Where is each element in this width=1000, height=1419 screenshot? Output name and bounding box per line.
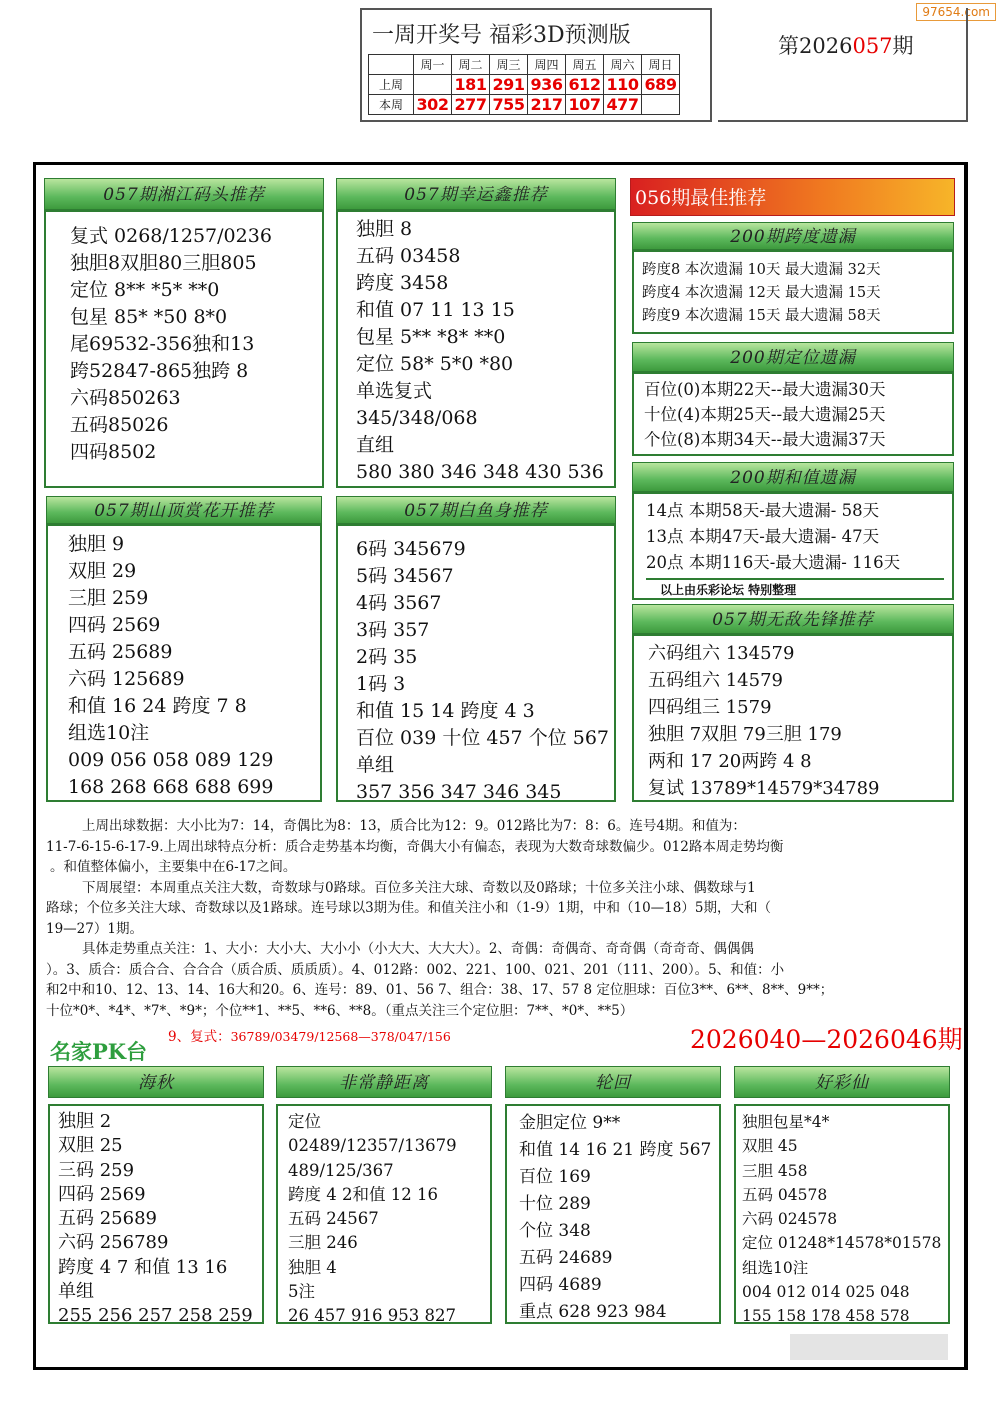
analysis-line: 11-7-6-15-6-17-9.上周出球特点分析：质合走势基本均衡，奇偶大小有偏态，表现为大数奇球数偏少。012路本周走势均衡 [46, 838, 784, 855]
panel-title: 057期山顶赏花开推荐 [46, 496, 322, 524]
list-item: 和值 15 14 跨度 4 3 [356, 700, 535, 722]
weekly-draw-box [360, 8, 712, 122]
day-header: 周二 [452, 55, 490, 75]
list-item: 5码 34567 [356, 565, 454, 587]
list-item: 复试 13789*14579*34789 [648, 778, 880, 799]
list-item: 跨52847-865独跨 8 [70, 360, 249, 382]
pk-col-title: 非常静距离 [276, 1066, 492, 1098]
draw-number: 277 [452, 95, 490, 115]
panel-title: 057期白鱼身推荐 [336, 496, 616, 524]
list-item: 四码8502 [70, 441, 157, 463]
list-item: 四码 2569 [68, 614, 161, 636]
weekly-draw-title: 一周开奖号 福彩3D预测版 [372, 23, 631, 48]
list-item: 五码85026 [70, 414, 169, 436]
row-label: 上周 [369, 75, 414, 95]
recommend-panel-baiyu [336, 524, 616, 802]
recommend-panel-xingyun [336, 210, 616, 488]
list-item: 单组 [356, 754, 395, 776]
analysis-line: 上周出球数据：大小比为7：14，奇偶比为8：13，质合比为12：9。012路比为7：8：6。连号4期。和值为： [82, 818, 746, 834]
list-item: 2码 35 [356, 646, 418, 668]
list-item: 五码 25689 [68, 641, 173, 663]
draw-number [642, 95, 680, 115]
recommend-panel-xiangjiang [44, 210, 324, 488]
fushi-line: 9、复式：36789/03479/12568—378/047/156 [168, 1029, 451, 1045]
span-omission-panel [632, 250, 954, 334]
draw-number [414, 75, 452, 95]
pk-panel-haocaixian: 独胆包星*4* 双胆 45 三胆 458 五码 04578 六码 024578 定位 01248*14578*01578 组选10注 004 012 014 025 048 155 158 178 458 578 [734, 1104, 950, 1324]
draw-number: 291 [490, 75, 528, 95]
analysis-line: 和2中和10、12、13、14、16大和20。6、连号：89、01、56 7、组合：38、17、57 8 定位胆球：百位3**、6**、8**、9**； [46, 982, 834, 998]
list-item: 双胆 29 [68, 560, 137, 582]
weekly-draw-table [368, 54, 680, 115]
day-header: 周一 [414, 55, 452, 75]
sum-omission-title: 200期和值遗漏 [632, 462, 954, 492]
day-header: 周六 [604, 55, 642, 75]
list-item: 直组 [356, 434, 395, 456]
draw-number: 181 [452, 75, 490, 95]
list-item: 独胆 8 [356, 218, 413, 240]
list-item: 三胆 259 [68, 587, 149, 609]
list-item: 四码组三 1579 [648, 697, 772, 718]
analysis-line: 十位*0*、*4*、*7*、*9*；个位**1、**5、**6、**8。（重点关注三个定位胆：7**、*0*、**5） [46, 1002, 634, 1019]
list-item: 百位 039 十位 457 个位 567 [356, 727, 609, 749]
panel-title: 057期幸运鑫推荐 [336, 178, 616, 210]
position-omission-title: 200期定位遗漏 [632, 342, 954, 372]
day-header: 周日 [642, 55, 680, 75]
sum-omission-panel [632, 492, 954, 600]
list-item: 单选复式 [356, 380, 433, 402]
draw-number: 110 [604, 75, 642, 95]
recommend-panel-shanding [46, 524, 322, 802]
list-item: 尾69532-356独和13 [70, 333, 255, 355]
list-item: 345/348/068 [356, 407, 478, 429]
list-item: 十位(4)本期25天--最大遗漏25天 [644, 405, 886, 424]
list-item: 包星 5** *8* **0 [356, 326, 506, 348]
list-item: 六码850263 [70, 387, 181, 409]
pk-panel-lunhui: 金胆定位 9** 和值 14 16 21 跨度 567 百位 169 十位 289 个位 348 五码 24689 四码 4689 重点 628 923 984 [505, 1104, 721, 1324]
watermark: 97654.com [916, 3, 996, 21]
list-item: 6码 345679 [356, 538, 466, 560]
list-item: 跨度9 本次遗漏 15天 最大遗漏 58天 [642, 308, 881, 324]
issue-label: 第2026057期 [778, 34, 914, 58]
list-item: 两和 17 20两跨 4 8 [648, 751, 812, 772]
best-recommend-title: 056期最佳推荐 [630, 178, 955, 216]
list-item: 3码 357 [356, 619, 430, 641]
list-item: 13点 本期47天-最大遗漏- 47天 [646, 527, 880, 546]
draw-number: 477 [604, 95, 642, 115]
list-item: 定位 8** *5* **0 [70, 279, 220, 301]
list-item: 009 056 058 089 129 [68, 749, 274, 771]
pk-label: 名家PK台 [50, 1039, 148, 1064]
footer-shade [790, 1334, 948, 1360]
list-item: 六码 125689 [68, 668, 185, 690]
list-item: 14点 本期58天-最大遗漏- 58天 [646, 501, 880, 520]
analysis-line: 路球；个位多关注大球、奇数球以及1路球。连号球以3期为佳。和值关注小和（1-9）1期，中和（10—18）5期，大和（ [46, 900, 771, 916]
list-item: 包星 85* *50 8*0 [70, 306, 228, 328]
panel-title: 057期湘江码头推荐 [44, 178, 324, 210]
draw-number: 612 [566, 75, 604, 95]
list-item: 六码组六 134579 [648, 643, 795, 664]
pk-col-title: 轮回 [505, 1066, 721, 1098]
draw-number: 107 [566, 95, 604, 115]
pk-panel-haiqiu: 独胆 2 双胆 25 三码 259 四码 2569 五码 25689 六码 256789 跨度 4 7 和值 13 16 单组 255 256 257 258 259 [48, 1104, 264, 1324]
panel-title: 057期无敌先锋推荐 [632, 604, 954, 634]
pk-col-title: 好彩仙 [734, 1066, 950, 1098]
recommend-panel-wudi [632, 634, 954, 802]
row-label: 本周 [369, 95, 414, 115]
pk-panel-feichang: 定位 02489/12357/13679 489/125/367 跨度 4 2和值 12 16 五码 24567 三胆 246 独胆 4 5注 26 457 916 953 827 [276, 1104, 492, 1324]
list-item: 个位(8)本期34天--最大遗漏37天 [644, 430, 886, 449]
day-header: 周五 [566, 55, 604, 75]
list-item: 168 268 668 688 699 [68, 776, 274, 798]
analysis-text [46, 816, 956, 1021]
list-item: 独胆8双胆80三胆805 [70, 252, 257, 274]
issue-number: 057 [852, 34, 893, 58]
list-item: 五码 03458 [356, 245, 461, 267]
span-omission-title: 200期跨度遗漏 [632, 222, 954, 250]
list-item: 1码 3 [356, 673, 406, 695]
list-item: 独胆 7双胆 79三胆 179 [648, 724, 842, 745]
position-omission-panel [632, 372, 954, 456]
draw-number: 689 [642, 75, 680, 95]
list-item: 4码 3567 [356, 592, 442, 614]
draw-number: 936 [528, 75, 566, 95]
list-item: 和值 07 11 13 15 [356, 299, 515, 321]
list-item: 跨度8 本次遗漏 10天 最大遗漏 32天 [642, 262, 881, 278]
period-range: 2026040—2026046期 [690, 1025, 963, 1054]
list-item: 组选10注 [68, 722, 150, 744]
list-item: 和值 16 24 跨度 7 8 [68, 695, 247, 717]
analysis-line: 。和值整体偏小，主要集中在6-17之间。 [50, 859, 297, 875]
issue-box [718, 8, 968, 122]
list-item: 复式 0268/1257/0236 [70, 225, 272, 247]
day-header: 周四 [528, 55, 566, 75]
list-item: 跨度4 本次遗漏 12天 最大遗漏 15天 [642, 285, 881, 301]
list-item: 20点 本期116天-最大遗漏- 116天 [646, 553, 901, 572]
list-item: 五码组六 14579 [648, 670, 783, 691]
draw-number: 755 [490, 95, 528, 115]
list-item: 580 380 346 348 430 536 [356, 461, 604, 483]
list-item: 定位 58* 5*0 *80 [356, 353, 514, 375]
sum-note: 以上由乐彩论坛 特别整理 [646, 578, 944, 600]
draw-number: 302 [414, 95, 452, 115]
analysis-line: 下周展望：本周重点关注大数，奇数球与0路球。百位多关注大球、奇数以及0路球；十位多关注小球、偶数球与1 [82, 879, 756, 896]
list-item: 357 356 347 346 345 [356, 781, 562, 803]
pk-col-title: 海秋 [48, 1066, 264, 1098]
analysis-line: 具体走势重点关注：1、大小：大小大、大小小（小大大、大大大）。2、奇偶：奇偶奇、奇奇偶（奇奇奇、偶偶偶 [82, 941, 754, 957]
draw-number: 217 [528, 95, 566, 115]
day-header: 周三 [490, 55, 528, 75]
list-item: 百位(0)本期22天--最大遗漏30天 [644, 380, 886, 399]
list-item: 跨度 3458 [356, 272, 449, 294]
list-item: 独胆 9 [68, 533, 125, 555]
analysis-line: 19—27）1期。 [46, 920, 143, 937]
analysis-line: ）。3、质合：质合合、合合合（质合质、质质质）。4、012路：002、221、100、021、201（111、200）。5、和值：小 [46, 961, 785, 978]
